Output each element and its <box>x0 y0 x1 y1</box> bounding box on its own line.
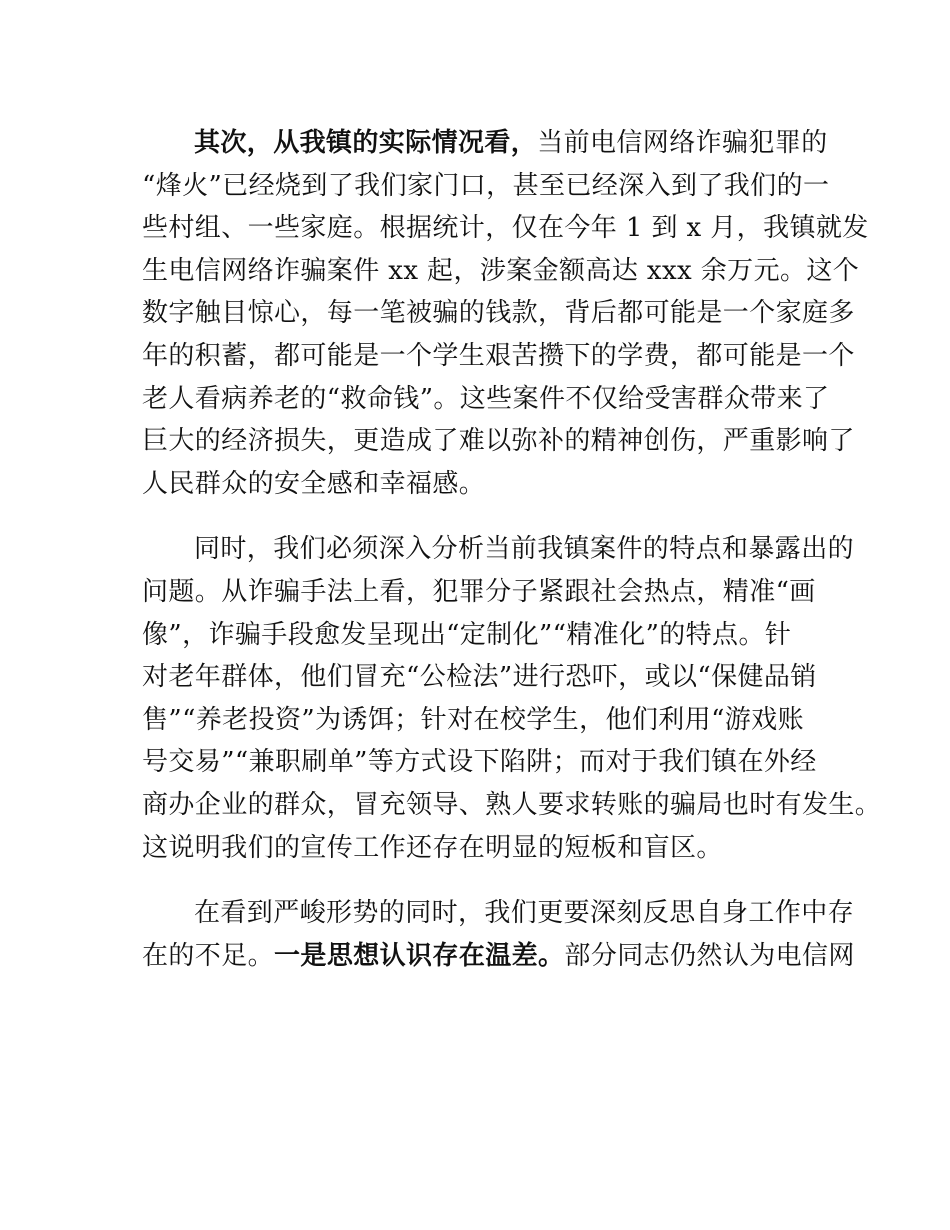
line-text: 部分同志仍然认为电信网 <box>564 940 855 971</box>
text-line: 商办企业的群众，冒充领导、熟人要求转账的骗局也时有发生。 <box>142 789 882 820</box>
text-line: 年的积蓄，都可能是一个学生艰苦攒下的学费，都可能是一个 <box>142 340 855 371</box>
text-line: 售”“养老投资”为诱饵；针对在校学生，他们利用“游戏账 <box>142 704 804 735</box>
line-text: 当前电信网络诈骗犯罪的 <box>537 128 828 158</box>
paragraph-spacer <box>142 869 822 892</box>
text-line: 号交易”“兼职刷单”等方式设下陷阱；而对于我们镇在外经 <box>142 747 817 778</box>
text-line <box>142 122 828 165</box>
text-line: 生电信网络诈骗案件 xx 起，涉案金额高达 xxx 余万元。这个 <box>142 255 860 286</box>
document-body <box>142 122 882 977</box>
text-line: 数字触目惊心，每一笔被骗的钱款，背后都可能是一个家庭多 <box>142 298 855 329</box>
text-line: 在看到严峻形势的同时，我们更要深刻反思自身工作中存 <box>194 898 855 929</box>
line-text: 在的不足。 <box>142 940 275 971</box>
paragraph-case-analysis <box>142 528 882 869</box>
bold-heading-phrase: 其次，从我镇的实际情况看， <box>194 128 538 158</box>
text-line: 同时，我们必须深入分析当前我镇案件的特点和暴露出的 <box>194 534 855 565</box>
text-line: 这说明我们的宣传工作还存在明显的短板和盲区。 <box>142 832 723 863</box>
text-line: “烽火”已经烧到了我们家门口，甚至已经深入到了我们的一 <box>142 170 830 201</box>
paragraph-spacer <box>142 505 822 528</box>
text-line: 些村组、一些家庭。根据统计，仅在今年 1 到 x 月，我镇就发 <box>142 213 869 244</box>
text-line <box>142 935 855 978</box>
bold-heading-phrase: 一是思想认识存在温差。 <box>274 940 565 971</box>
text-line: 人民群众的安全感和幸福感。 <box>142 468 486 499</box>
text-line: 像”，诈骗手段愈发呈现出“定制化”“精准化”的特点。针 <box>142 619 792 650</box>
paragraph-self-reflection <box>142 892 855 977</box>
text-line: 对老年群体，他们冒充“公检法”进行恐吓，或以“保健品销 <box>142 662 817 693</box>
text-line: 问题。从诈骗手法上看，犯罪分子紧跟社会热点，精准“画 <box>142 576 816 607</box>
paragraph-current-situation <box>142 122 869 505</box>
text-line: 老人看病养老的“救命钱”。这些案件不仅给受害群众带来了 <box>142 383 830 414</box>
text-line: 巨大的经济损失，更造成了难以弥补的精神创伤，严重影响了 <box>142 426 855 457</box>
